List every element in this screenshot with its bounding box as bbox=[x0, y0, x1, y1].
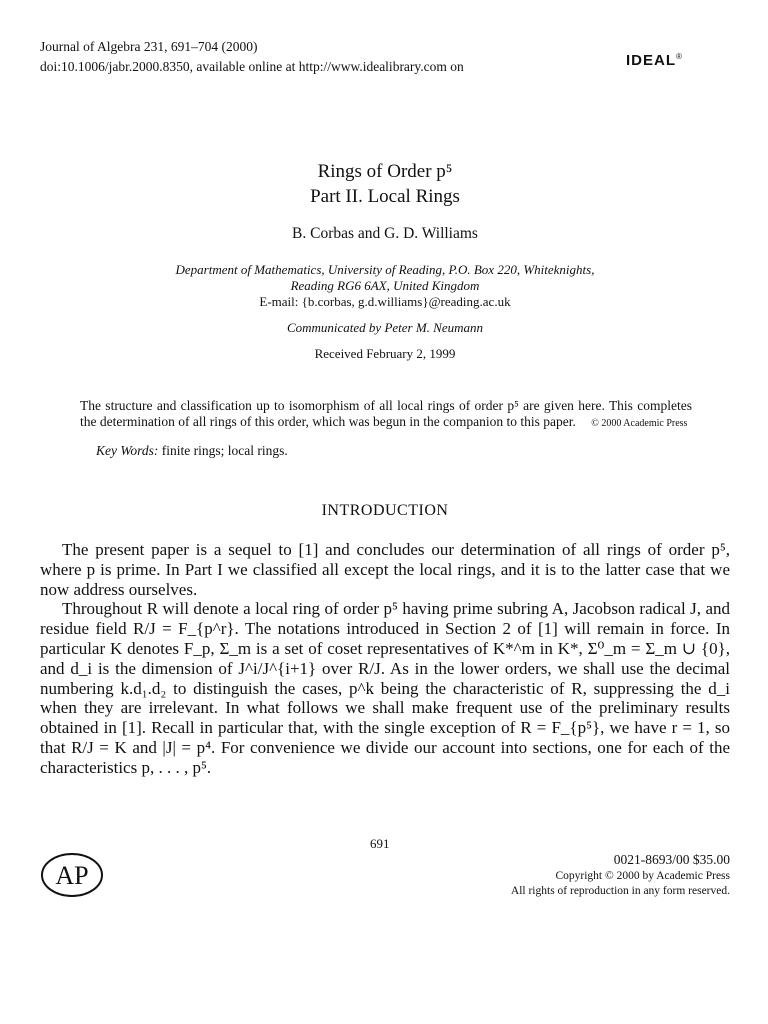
received-date: Received February 2, 1999 bbox=[314, 346, 456, 361]
keywords-label: Key Words: bbox=[96, 443, 159, 458]
body-text bbox=[40, 540, 730, 778]
publisher-logo-text: AP bbox=[55, 861, 89, 890]
journal-citation bbox=[40, 38, 257, 56]
section-heading: INTRODUCTION bbox=[321, 502, 449, 519]
paper-title-line2 bbox=[40, 185, 730, 209]
paper-title-text-1: Rings of Order p⁵ bbox=[317, 161, 453, 182]
abstract-copyright: © 2000 Academic Press bbox=[591, 418, 688, 429]
authors: B. Corbas and G. D. Williams bbox=[292, 225, 478, 242]
paper-title-line1 bbox=[40, 160, 730, 184]
keywords-text: finite rings; local rings. bbox=[161, 443, 288, 458]
abstract-text: The structure and classification up to isomorphism of all local rings of order p⁵ are given here. This completes the determination of all rings of this order, which was begun in the companion to this paper. bbox=[80, 398, 692, 429]
doi-line bbox=[40, 58, 464, 76]
paper-title-text-2: Part II. Local Rings bbox=[310, 186, 460, 207]
paragraph: Throughout R will denote a local ring of order p⁵ having prime subring A, Jacobson radical J, and residue field R/J = F_{p^r}. The notations introduced in Section 2 of [1] will remain in force. In particular K denotes F_p, Σ_m is a set of coset representatives of K*^m in K*, Σ⁰_m = Σ_m ∪ {0}, and d_i is the dimension of J^i/J^{i+1} over R/J. As in the lower orders, we shall use the decimal numbering k.d₁.d₂ to distinguish the cases, p^k being the characteristic of R, suppressing the d_i when they are irrelevant. In what follows we shall make frequent use of the preliminary results obtained in [1]. Recall in particular that, with the single exception of R = F_{p⁵}, we have r = 1, so that R/J = K and |J| = p⁴. For convenience we divide our account into sections, one for each of the characteristics p, . . . , p⁵. bbox=[40, 599, 730, 777]
journal-citation-text: Journal of Algebra 231, 691–704 (2000) bbox=[40, 39, 258, 54]
ideal-logo-text: IDEAL bbox=[626, 52, 676, 69]
ideal-logo: IDEAL® bbox=[626, 52, 683, 69]
price-code: 0021-8693/00 $35.00 bbox=[613, 852, 730, 867]
copyright-line: Copyright © 2000 by Academic Press bbox=[555, 870, 730, 882]
affiliation-line2: Reading RG6 6AX, United Kingdom bbox=[290, 278, 480, 293]
communicated-by: Communicated by Peter M. Neumann bbox=[286, 320, 484, 335]
keywords bbox=[96, 443, 288, 459]
email: E-mail: {b.corbas, g.d.williams}@reading.ac.uk bbox=[259, 294, 511, 309]
rights-line: All rights of reproduction in any form reserved. bbox=[510, 885, 730, 897]
affiliation-line1: Department of Mathematics, University of Reading, P.O. Box 220, Whiteknights, bbox=[175, 262, 595, 277]
paragraph: The present paper is a sequel to [1] and concludes our determination of all rings of order p⁵, where p is prime. In Part I we classified all except the local rings, and it is to the latter case that we now address ourselves. bbox=[40, 540, 730, 599]
page-number: 691 bbox=[370, 836, 390, 851]
abstract bbox=[80, 398, 692, 432]
academic-press-logo-icon bbox=[40, 852, 104, 898]
doi-text: doi:10.1006/jabr.2000.8350, available online at http://www.idealibrary.com on bbox=[40, 59, 464, 74]
